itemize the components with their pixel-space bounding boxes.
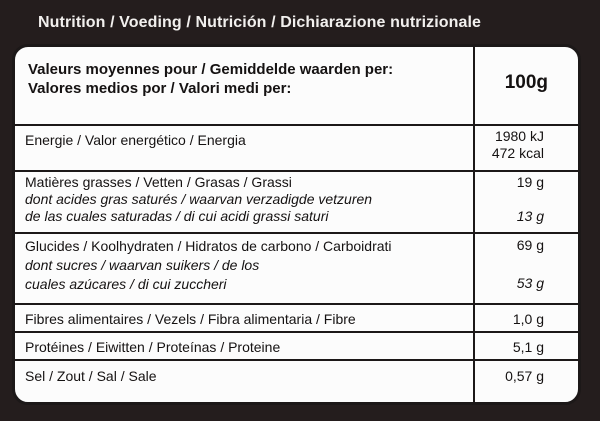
table-row-fat <box>15 170 578 234</box>
table-row-carbohydrates <box>15 232 578 305</box>
header-label-line-1: Valeurs moyennes pour / Gemiddelde waarden per: <box>28 61 394 78</box>
row-value: 69 g <box>516 237 544 253</box>
header-label-line-2: Valores medios por / Valori medi per: <box>28 80 292 97</box>
row-value-kcal: 472 kcal <box>491 145 544 161</box>
row-sub-label-2: cuales azúcares / di cui zuccheri <box>25 276 227 292</box>
row-value: 19 g <box>516 174 544 190</box>
row-value: 5,1 g <box>512 339 544 355</box>
row-label: Glucides / Koolhydraten / Hidratos de carbono / Carboidrati <box>25 238 392 254</box>
row-value-kj: 1980 kJ <box>494 128 544 144</box>
table-row-salt <box>15 359 578 405</box>
row-value: 1,0 g <box>512 311 544 327</box>
header-amount: 100g <box>504 72 548 93</box>
row-sub-value: 53 g <box>516 275 544 291</box>
table-row-energy <box>15 124 578 172</box>
row-sub-label-2: de las cuales saturadas / di cui acidi grassi saturi <box>25 208 329 224</box>
row-label: Matières grasses / Vetten / Grasas / Grassi <box>25 174 292 190</box>
table-header-row <box>15 47 578 126</box>
row-sub-value: 13 g <box>516 208 544 224</box>
row-label: Energie / Valor energético / Energia <box>25 132 246 148</box>
nutrition-heading: Nutrition / Voeding / Nutrición / Dichiarazione nutrizionale <box>38 14 482 31</box>
row-label: Fibres alimentaires / Vezels / Fibra alimentaria / Fibre <box>25 311 356 327</box>
row-label: Sel / Zout / Sal / Sale <box>25 368 157 384</box>
row-label: Protéines / Eiwitten / Proteínas / Proteine <box>25 339 281 355</box>
row-sub-label-1: dont sucres / waarvan suikers / de los <box>25 257 260 273</box>
table-row-fibre <box>15 303 578 333</box>
table-row-protein <box>15 331 578 361</box>
nutrition-table <box>12 44 581 405</box>
row-sub-label-1: dont acides gras saturés / waarvan verzadigde vetzuren <box>25 191 373 207</box>
row-value: 0,57 g <box>505 368 544 384</box>
